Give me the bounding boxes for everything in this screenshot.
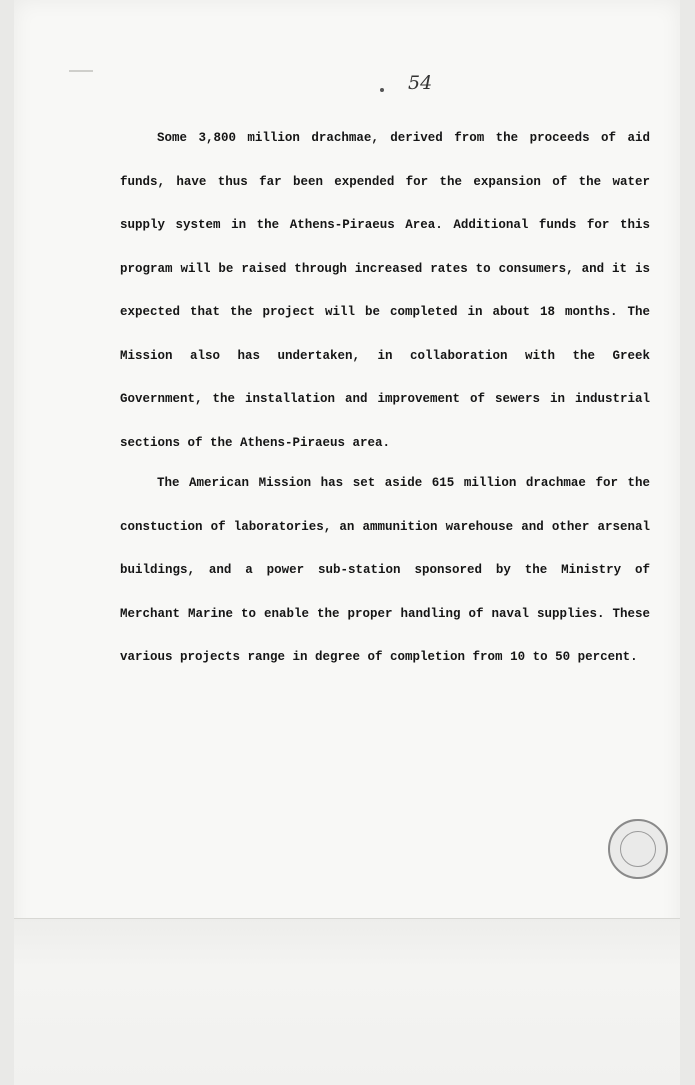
document-page [14, 0, 680, 1084]
margin-mark [69, 70, 93, 72]
page-fold [14, 918, 680, 1085]
archive-stamp-inner-ring [620, 831, 656, 867]
page-number: 54 [408, 72, 433, 94]
archive-stamp [608, 819, 668, 879]
page-dot [380, 88, 384, 92]
paragraph-water-supply: Some 3,800 million drachmae, derived from the proceeds of aid funds, have thus far been expended for the expansion of the water supply system in the Athens-Piraeus Area. Additional funds for this program will be raised through increased rates to consumers, and it is expected that the project will be completed in about 18 months. The Mission also has undertaken, in collaboration with the Greek Government, the installation and improvement of sewers in industrial sections of the Athens-Piraeus area. [120, 131, 650, 450]
paragraph-arsenal-construction: The American Mission has set aside 615 million drachmae for the constuction of laboratories, an ammunition warehouse and other arsenal buildings, and a power sub-station sponsored by the Ministry of Merchant Marine to enable the proper handling of naval supplies. These various projects range in degree of completion from 10 to 50 percent. [120, 476, 650, 664]
